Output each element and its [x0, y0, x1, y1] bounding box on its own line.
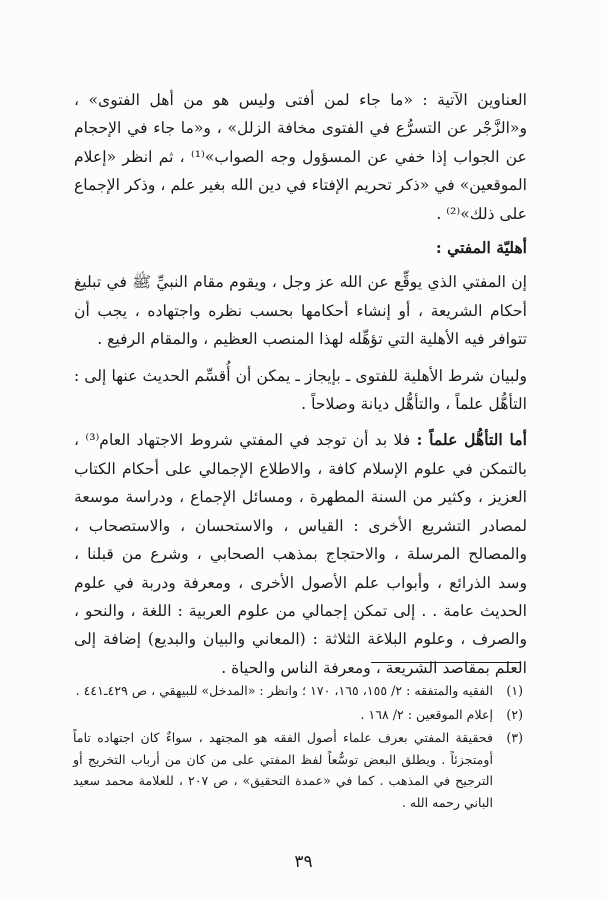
paragraph-4 — [74, 426, 527, 682]
footnote — [73, 680, 523, 702]
footnotes — [73, 680, 523, 815]
paragraph-1: العناوين الآتية : «ما جاء لمن أفتى وليس هو من أهل الفتوى» ، و«الزَّجْر عن التسرُّع في الفتوى مخافة الزلل» ، و«ما جاء في الإحجام عن الجواب إذا خفي عن المسؤول وجه الصواب»⁽¹⁾ ، ثم انظر «إعلام الموقعين» في «ذكر تحريم الإفتاء في دين الله بغير علم ، وذكر الإجماع على ذلك»⁽²⁾ . — [74, 91, 527, 223]
footnote-divider — [371, 662, 521, 663]
footnote — [73, 727, 523, 813]
footnote-text: الفقيه والمتفقه : ٢/ ١٥٥، ١٦٥، ١٧٠ ؛ وانظر : «المدخل» للبيهقي ، ص ٤٢٩ـ٤٤١ . — [75, 683, 493, 698]
paragraph-2: إن المفتي الذي يوقِّع عن الله عز وجل ، ويقوم مقام النبيِّ ﷺ في تبليغ أحكام الشريعة ، أو إنشاء أحكامها بحسب نظره واجتهاده ، يجب أن تتوافر فيه الأهلية التي تؤهِّله لهذا المنصب العظيم ، والمقام الرفيع . — [74, 273, 527, 349]
footnote-text: إعلام الموقعين : ٢/ ١٦٨ . — [360, 706, 493, 722]
main-text — [74, 86, 527, 682]
paragraph-4-text: فلا بد أن توجد في المفتي شروط الاجتهاد العام⁽³⁾ ، بالتمكن في علوم الإسلام كافة ، والاطلاع الإجمالي على أحكام الكتاب العزيز ، وكثير من السنة المطهرة ، ومسائل الإجماع ، ودراسة موسعة لمصادر التشريع الأخرى : القياس ، والاستحسان ، والاستصحاب ، والمصالح المرسلة ، والاحتجاج بمذهب الصحابي ، وشرع من قبلنا ، وسد الذرائع ، وأبواب علم الأصول الأخرى ، ومعرفة ودربة في علوم الحديث عامة . . إلى تمكن إجمالي من علوم العربية : اللغة ، والنحو ، والصرف ، وعلوم البلاغة الثلاثة : (المعاني والبيان والبديع) إضافة إلى العلم بمقاصد الشريعة ، ومعرفة الناس والحياة . — [74, 431, 527, 677]
paragraph-3: ولبيان شرط الأهلية للفتوى ـ بإيجاز ـ يمكن أن أُقسِّم الحديث عنها إلى : التأهُّل علماً ، والتأهُّل ديانة وصلاحاً . — [74, 366, 527, 414]
page-number: ٣٩ — [294, 852, 313, 872]
footnote-text: فحقيقة المفتي بعرف علماء أصول الفقه هو المجتهد ، سواءٌ كان اجتهاده تاماً أومتجزئاً . ويطلق البعض توسُّعاً لفظ المفتي على من كان من أرباب التخريج أو الترجيح في المذهب . كما في «عمدة التحقيق» ، ص ٢٠٧ ، للعلامة محمد سعيد الباني رحمه الله . — [73, 730, 493, 810]
section-heading: أهليّة المفتي : — [435, 238, 527, 258]
footnote — [73, 704, 523, 726]
footnote-number: (٢) — [506, 706, 523, 722]
paragraph-4-lead: أما التأهُّل علماً : — [416, 430, 527, 450]
footnote-number: (٣) — [506, 730, 523, 745]
footnote-number: (١) — [506, 683, 523, 698]
